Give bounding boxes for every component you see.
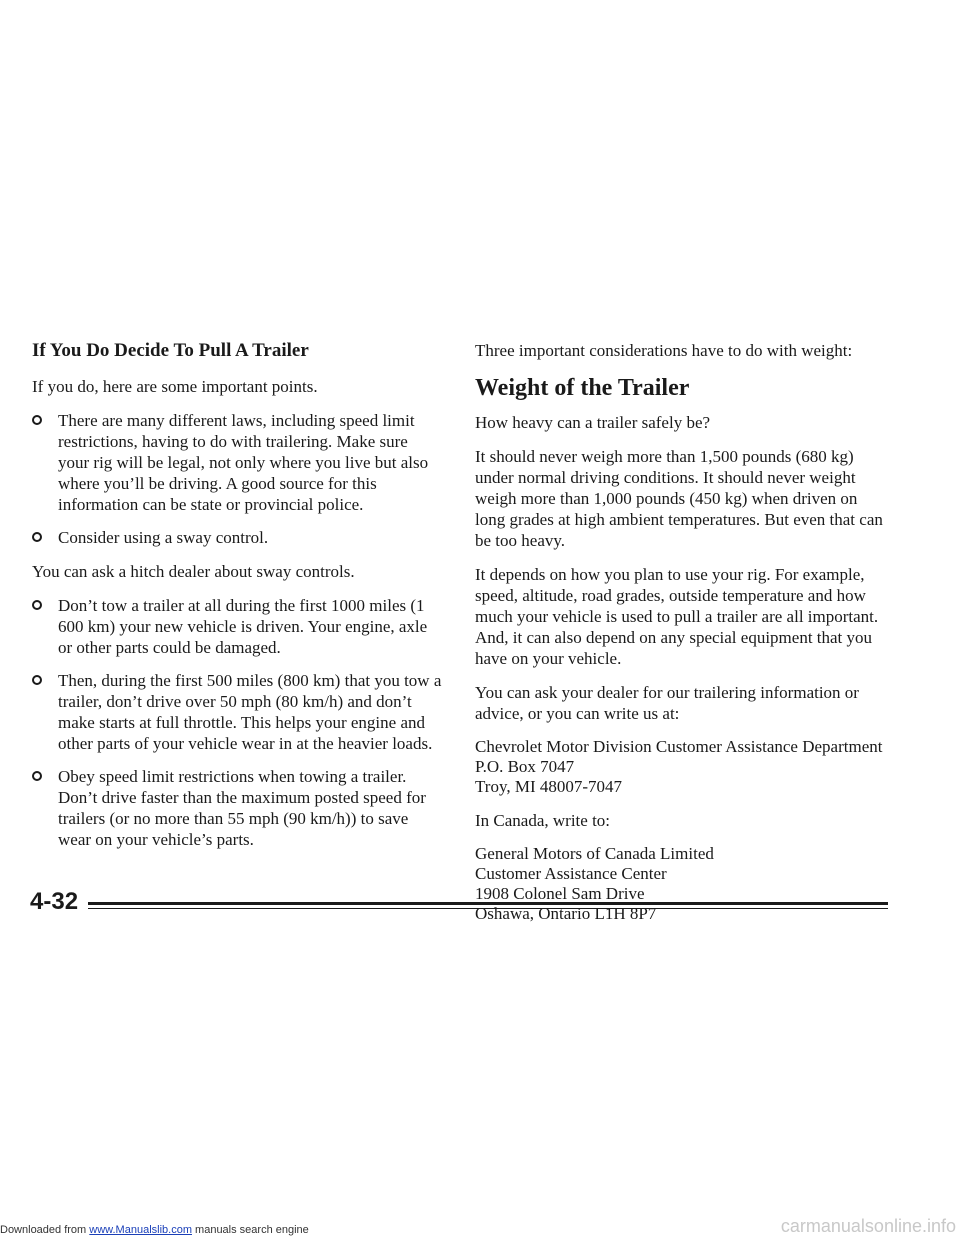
address-line: Oshawa, Ontario L1H 8P7 (475, 904, 657, 923)
weight-intro: Three important considerations have to do with weight: (475, 341, 853, 360)
weight-heading: Weight of the Trailer (475, 375, 690, 401)
address-line: 1908 Colonel Sam Drive (475, 884, 645, 903)
bullet-list-1 (32, 410, 442, 548)
bullet-icon (32, 600, 42, 610)
weight-para-2: It depends on how you plan to use your rig. For example, speed, altitude, road grades, outside temperature and how much your vehicle is used to pull a trailer are all important. And, it can also depend on any special equipment that you have on your vehicle. (475, 565, 879, 668)
weight-para-1: It should never weigh more than 1,500 pounds (680 kg) under normal driving conditions. It should never weight weigh more than 1,000 pounds (450 kg) when driven on long grades at high ambient temperatures. But even that can be too heavy. (475, 447, 883, 550)
watermark: carmanualsonline.info (780, 1216, 956, 1236)
address-us (475, 737, 890, 797)
bullet-icon (32, 675, 42, 685)
footer-rule (88, 902, 888, 905)
list-item: There are many different laws, including speed limit restrictions, having to do with trailering. Make sure your rig will be legal, not only where you live but also where you’ll be driving. A good source for this information can be state or provincial police. (32, 410, 442, 515)
list-item: Obey speed limit restrictions when towing a trailer. Don’t drive faster than the maximum posted speed for trailers (or no more than 55 mph (90 km/h)) to save wear on your vehicle’s parts. (32, 766, 442, 850)
download-notice: Downloaded from www.Manualslib.com manuals search engine (0, 1224, 309, 1236)
bullet-icon (32, 771, 42, 781)
address-line: P.O. Box 7047 (475, 757, 575, 776)
footer-rule-thin (88, 908, 888, 909)
address-canada (475, 844, 890, 924)
page-number: 4-32 (30, 888, 79, 915)
address-line: Troy, MI 48007-7047 (475, 777, 623, 796)
list-item: Don’t tow a trailer at all during the first 1000 miles (1 600 km) your new vehicle is driven. Your engine, axle or other parts could be damaged. (32, 595, 442, 658)
section-heading: If You Do Decide To Pull A Trailer (32, 340, 309, 361)
bullet-list-2 (32, 595, 442, 850)
list-item: Then, during the first 500 miles (800 km) that you tow a trailer, don’t drive over 50 mph (80 km/h) and don’t make starts at full throttle. This helps your engine and other parts of your vehicle wear in at the heavier loads. (32, 670, 442, 754)
canada-intro: In Canada, write to: (475, 811, 611, 830)
weight-para-3: You can ask your dealer for our trailering information or advice, or you can write us at: (475, 683, 859, 723)
sway-note: You can ask a hitch dealer about sway controls. (32, 562, 355, 581)
left-column (32, 340, 442, 863)
manualslib-link[interactable]: www.Manualslib.com (89, 1224, 192, 1236)
address-line: Customer Assistance Center (475, 864, 667, 883)
intro-text: If you do, here are some important points. (32, 377, 318, 396)
address-line: General Motors of Canada Limited (475, 844, 714, 863)
address-line: Chevrolet Motor Division Customer Assistance Department (475, 737, 883, 756)
list-item: Consider using a sway control. (32, 527, 442, 548)
bullet-icon (32, 415, 42, 425)
bullet-icon (32, 532, 42, 542)
weight-question: How heavy can a trailer safely be? (475, 413, 711, 432)
right-column (475, 340, 890, 937)
